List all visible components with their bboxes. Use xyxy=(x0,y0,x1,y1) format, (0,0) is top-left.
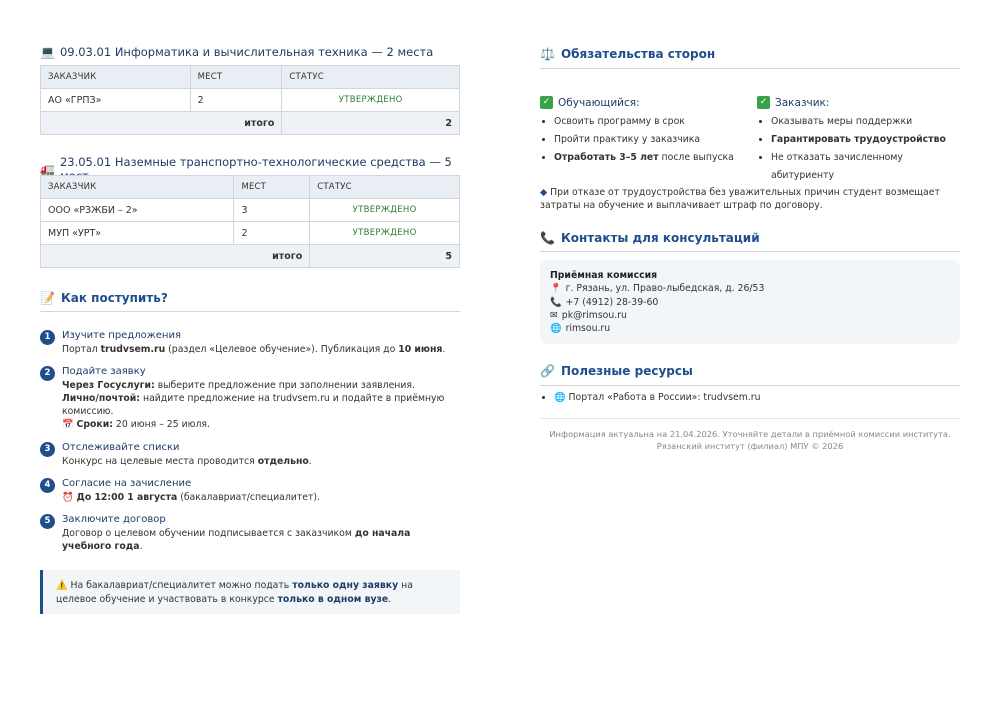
contacts-heading: 📞 Контакты для консультаций xyxy=(540,231,760,245)
col-header-seats: МЕСТ xyxy=(190,66,282,89)
duties-heading: ⚖️ Обязательства сторон xyxy=(540,47,716,61)
calendar-icon: 📅 xyxy=(62,419,74,430)
program-1-title: 09.03.01 Информатика и вычислительная техника — 2 места xyxy=(59,45,434,59)
memo-icon: 📝 xyxy=(40,291,55,305)
total-row: итого 5 xyxy=(41,245,460,268)
pin-icon: 📍 xyxy=(550,283,562,295)
divider xyxy=(540,251,960,252)
phone[interactable]: +7 (4912) 28-39-60 xyxy=(565,296,659,308)
contact-card xyxy=(540,260,960,344)
status-badge: УТВЕРЖДЕНО xyxy=(310,222,460,245)
telephone-icon: 📞 xyxy=(540,231,555,245)
col-header-customer: ЗАКАЗЧИК xyxy=(41,66,191,89)
divider xyxy=(540,418,960,419)
step-number: 2 xyxy=(40,366,55,381)
table-row: ООО «РЗЖБИ – 2» 3 УТВЕРЖДЕНО xyxy=(41,199,460,222)
truck-icon: 🚛 xyxy=(40,162,55,176)
list-item: • Отработать 3–5 лет после выпуска xyxy=(554,149,750,167)
total-row: итого 2 xyxy=(41,112,460,135)
how-to-apply-heading: 📝 Как поступить? xyxy=(40,291,168,305)
program-1-table xyxy=(40,65,460,135)
address: г. Рязань, ул. Право-лыбедская, д. 26/53 xyxy=(565,283,765,295)
warning-note: ⚠️ На бакалавриат/специалитет можно подать только одну заявку на целевое обучение и участвовать в конкурсе только в одном вузе. xyxy=(40,570,460,614)
footer: Информация актуальна на 21.04.2026. Уточняйте детали в приёмной комиссии института. Рязанский институт (филиал) МПУ © 2026 xyxy=(549,429,951,451)
check-icon: ✓ xyxy=(540,96,553,109)
contact-name: Приёмная комиссия xyxy=(550,270,658,281)
globe-icon: 🌐 xyxy=(550,323,562,335)
penalty-note: ◆ При отказе от трудоустройства без уважительных причин студент возмещает затраты на обучение и выплачивает штраф по договору. xyxy=(540,187,940,211)
step-2: 2 Подайте заявку Через Госуслуги: выберите предложение при заполнении заявления. Лично/почтой: найдите предложение на trudvsem.ru и подайте в приёмную комиссию. 📅 Сроки: 20 июня – 25 июля. xyxy=(40,365,460,431)
step-number: 5 xyxy=(40,514,55,529)
website-link[interactable]: rimsou.ru xyxy=(565,323,611,335)
table-row: АО «ГРПЗ» 2 УТВЕРЖДЕНО xyxy=(41,89,460,112)
step-title: Заключите договор xyxy=(62,514,166,525)
status-badge: УТВЕРЖДЕНО xyxy=(310,199,460,222)
step-4: 4 Согласие на зачисление ⏰ До 12:00 1 августа (бакалавриат/специалитет). xyxy=(40,477,460,504)
resources-list xyxy=(540,390,760,406)
list-item: • Гарантировать трудоустройство xyxy=(771,131,967,149)
table-row: МУП «УРТ» 2 УТВЕРЖДЕНО xyxy=(41,222,460,245)
laptop-icon: 💻 xyxy=(40,45,55,59)
list-item: • Оказывать меры поддержки xyxy=(771,113,967,131)
check-icon: ✓ xyxy=(757,96,770,109)
alarm-clock-icon: ⏰ xyxy=(62,492,74,503)
status-badge: УТВЕРЖДЕНО xyxy=(282,89,460,112)
step-5: 5 Заключите договор Договор о целевом обучении подписывается с заказчиком до начала учебного года. xyxy=(40,513,460,553)
list-item: • Освоить программу в срок xyxy=(554,113,750,131)
col-header-seats: МЕСТ xyxy=(234,176,310,199)
scales-icon: ⚖️ xyxy=(540,47,555,61)
list-item: • Пройти практику у заказчика xyxy=(554,131,750,149)
divider xyxy=(540,68,960,69)
link-icon: 🔗 xyxy=(540,364,555,378)
step-3: 3 Отслеживайте списки Конкурс на целевые места проводится отдельно. xyxy=(40,441,460,468)
phone-icon: 📞 xyxy=(550,296,562,308)
step-title: Изучите предложения xyxy=(62,330,181,341)
customer-duties: ✓ Заказчик: • Оказывать меры поддержки • Гарантировать трудоустройство • Не отказать зачисленному абитуриенту xyxy=(757,96,967,167)
step-title: Подайте заявку xyxy=(62,366,146,377)
divider xyxy=(540,385,960,386)
col-header-status: СТАТУС xyxy=(310,176,460,199)
step-number: 1 xyxy=(40,330,55,345)
program-1-heading xyxy=(40,45,433,59)
email-icon: ✉ xyxy=(550,309,558,321)
list-item: • Не отказать зачисленному абитуриенту xyxy=(771,149,967,167)
resources-heading: 🔗 Полезные ресурсы xyxy=(540,364,693,378)
step-number: 4 xyxy=(40,478,55,493)
step-1: 1 Изучите предложения Портал trudvsem.ru (раздел «Целевое обучение»). Публикация до 10 июня. xyxy=(40,329,460,356)
email[interactable]: pk@rimsou.ru xyxy=(561,309,627,321)
col-header-status: СТАТУС xyxy=(282,66,460,89)
divider xyxy=(40,311,460,312)
list-item[interactable]: • 🌐 Портал «Работа в России»: trudvsem.ru xyxy=(554,390,760,406)
student-duties: ✓ Обучающийся: • Освоить программу в срок • Пройти практику у заказчика • Отработать 3–5 лет после выпуска xyxy=(540,96,750,167)
diamond-icon: ◆ xyxy=(540,187,548,198)
program-2-title: 23.05.01 Наземные транспортно-технологические средства — 5 xyxy=(59,155,452,169)
step-number: 3 xyxy=(40,442,55,457)
warning-icon: ⚠️ xyxy=(56,580,68,591)
globe-icon: 🌐 xyxy=(554,392,566,403)
step-title: Отслеживайте списки xyxy=(62,442,180,453)
program-2-table xyxy=(40,175,460,268)
col-header-customer: ЗАКАЗЧИК xyxy=(41,176,234,199)
step-title: Согласие на зачисление xyxy=(62,478,192,489)
